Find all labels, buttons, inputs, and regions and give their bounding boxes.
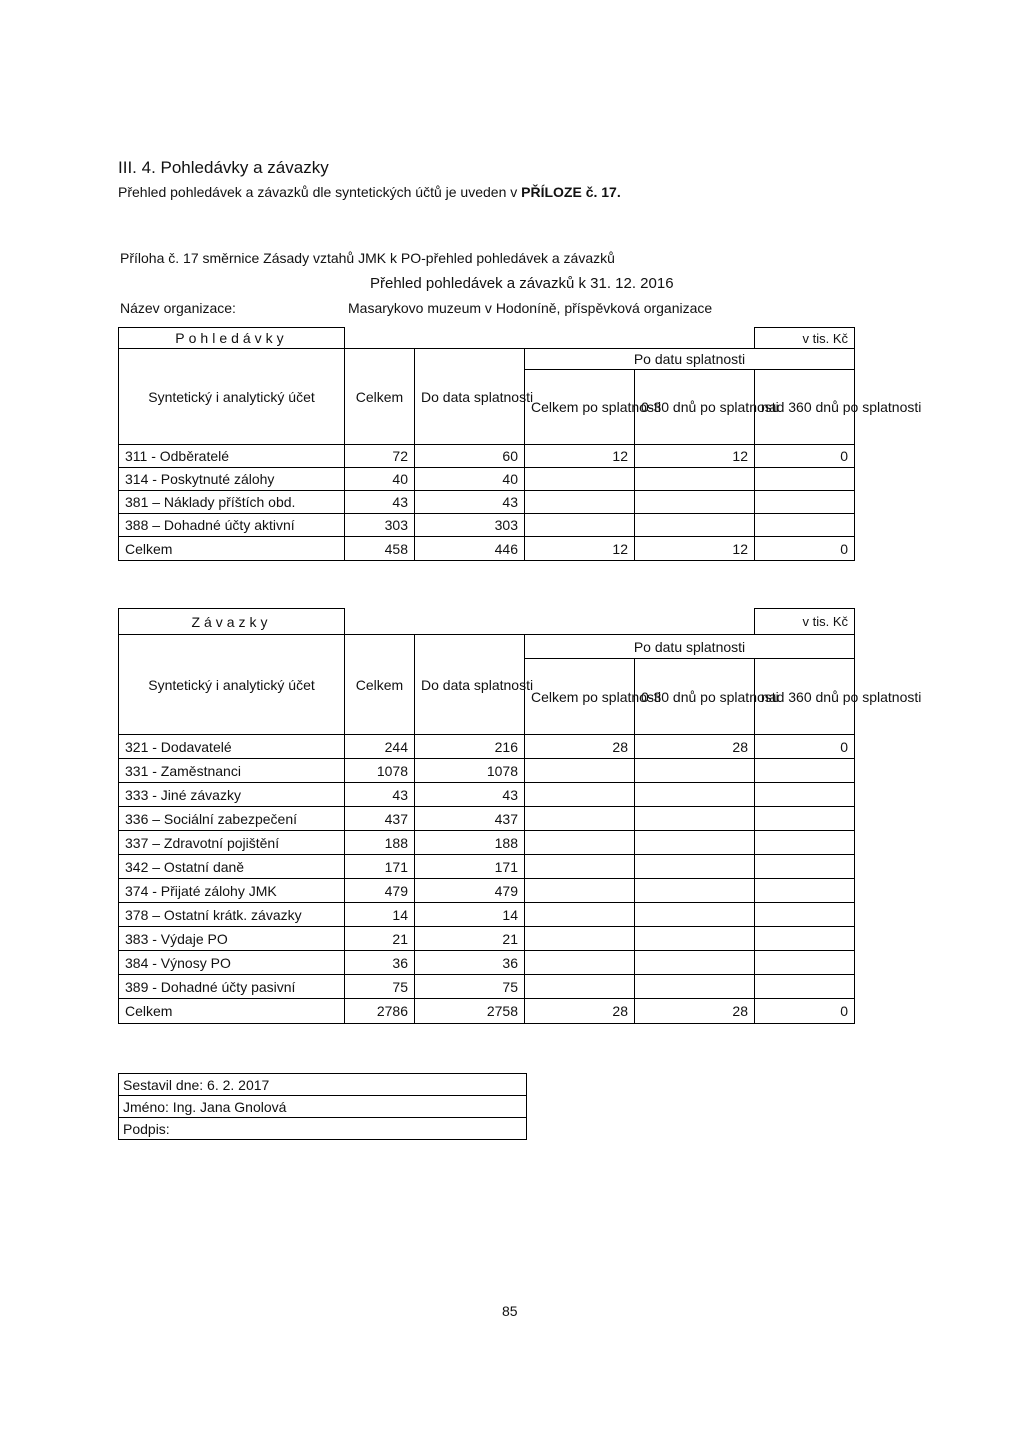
- liabilities-row-after-total: [525, 903, 635, 927]
- liabilities-row-account: 374 - Přijaté zálohy JMK: [119, 879, 345, 903]
- receivables-header-over-360: nad 360 dnů po splatnosti: [755, 370, 855, 445]
- liabilities-row-over-360: [755, 975, 855, 999]
- receivables-row-total: 72: [345, 445, 415, 468]
- liabilities-row-account: 333 - Jiné závazky: [119, 783, 345, 807]
- liabilities-row-0-30: [635, 831, 755, 855]
- liabilities-row-over-360: [755, 783, 855, 807]
- liabilities-header-0-30: 0-30 dnů po splatnosti: [635, 659, 755, 735]
- receivables-row-before: 43: [415, 491, 525, 514]
- receivables-header-group: Po datu splatnosti: [525, 349, 855, 370]
- liabilities-row-after-total: [525, 879, 635, 903]
- liabilities-row-after-total: [525, 783, 635, 807]
- liabilities-row-after-total: 28: [525, 735, 635, 759]
- liabilities-row-before: 188: [415, 831, 525, 855]
- receivables-row-after-total: [525, 491, 635, 514]
- liabilities-row-0-30: [635, 879, 755, 903]
- receivables-header-after-total: Celkem po splatnosti: [525, 370, 635, 445]
- receivables-row-before: 40: [415, 468, 525, 491]
- liabilities-row-account: 336 – Sociální zabezpečení: [119, 807, 345, 831]
- receivables-row-after-total: [525, 514, 635, 537]
- liabilities-row-0-30: 28: [635, 735, 755, 759]
- receivables-row-after-total: [525, 468, 635, 491]
- receivables-title: Pohledávky: [119, 328, 345, 349]
- liabilities-row-before: 36: [415, 951, 525, 975]
- receivables-row-total: 43: [345, 491, 415, 514]
- liabilities-row-over-360: [755, 855, 855, 879]
- appendix-title: Přehled pohledávek a závazků k 31. 12. 2016: [370, 275, 674, 292]
- liabilities-row-account: 342 – Ostatní daně: [119, 855, 345, 879]
- liabilities-row-total: 188: [345, 831, 415, 855]
- receivables-header-total: Celkem: [345, 349, 415, 445]
- liabilities-row-after-total: [525, 759, 635, 783]
- intro-prefix: Přehled pohledávek a závazků dle syntetických účtů je uveden v: [118, 184, 518, 200]
- signature-block: [118, 1073, 527, 1140]
- liabilities-row-total: 43: [345, 783, 415, 807]
- prepared-by-name: Jméno: Ing. Jana Gnolová: [119, 1096, 337, 1118]
- liabilities-row-total: 21: [345, 927, 415, 951]
- liabilities-row-total: 171: [345, 855, 415, 879]
- liabilities-row-account: 337 – Zdravotní pojištění: [119, 831, 345, 855]
- liabilities-sum-total: 2786: [345, 999, 415, 1024]
- receivables-sum-before: 446: [415, 537, 525, 561]
- liabilities-row-0-30: [635, 783, 755, 807]
- receivables-sum-label: Celkem: [119, 537, 345, 561]
- receivables-sum-total: 458: [345, 537, 415, 561]
- receivables-row-0-30: [635, 514, 755, 537]
- appendix-line: Příloha č. 17 směrnice Zásady vztahů JMK k PO-přehled pohledávek a závazků: [120, 250, 615, 266]
- org-name: Masarykovo muzeum v Hodoníně, příspěvková organizace: [348, 300, 713, 316]
- liabilities-row-total: 244: [345, 735, 415, 759]
- signature-field: [337, 1118, 527, 1140]
- receivables-row-account: 388 – Dohadné účty aktivní: [119, 514, 345, 537]
- intro-text: [118, 184, 621, 200]
- liabilities-row-over-360: [755, 903, 855, 927]
- liabilities-row-before: 43: [415, 783, 525, 807]
- receivables-row-0-30: 12: [635, 445, 755, 468]
- liabilities-row-before: 75: [415, 975, 525, 999]
- receivables-row-total: 303: [345, 514, 415, 537]
- liabilities-sum-after-total: 28: [525, 999, 635, 1024]
- receivables-row-0-30: [635, 468, 755, 491]
- liabilities-title: Závazky: [119, 609, 345, 635]
- liabilities-row-after-total: [525, 855, 635, 879]
- liabilities-row-account: 331 - Zaměstnanci: [119, 759, 345, 783]
- liabilities-row-account: 389 - Dohadné účty pasivní: [119, 975, 345, 999]
- receivables-row-before: 303: [415, 514, 525, 537]
- liabilities-row-total: 75: [345, 975, 415, 999]
- liabilities-row-total: 14: [345, 903, 415, 927]
- liabilities-row-after-total: [525, 807, 635, 831]
- liabilities-row-0-30: [635, 951, 755, 975]
- liabilities-row-after-total: [525, 975, 635, 999]
- receivables-row-total: 40: [345, 468, 415, 491]
- receivables-row-account: 381 – Náklady příštích obd.: [119, 491, 345, 514]
- liabilities-row-account: 383 - Výdaje PO: [119, 927, 345, 951]
- liabilities-row-after-total: [525, 831, 635, 855]
- liabilities-row-0-30: [635, 927, 755, 951]
- liabilities-row-0-30: [635, 903, 755, 927]
- section-heading: III. 4. Pohledávky a závazky: [118, 158, 329, 177]
- receivables-row-0-30: [635, 491, 755, 514]
- liabilities-header-total: Celkem: [345, 635, 415, 735]
- liabilities-row-0-30: [635, 807, 755, 831]
- liabilities-sum-over-360: 0: [755, 999, 855, 1024]
- liabilities-row-over-360: [755, 927, 855, 951]
- liabilities-row-over-360: 0: [755, 735, 855, 759]
- liabilities-row-over-360: [755, 759, 855, 783]
- liabilities-row-total: 1078: [345, 759, 415, 783]
- liabilities-table: [118, 608, 922, 1024]
- liabilities-row-after-total: [525, 951, 635, 975]
- receivables-header-before-due: Do data splatnosti: [415, 349, 525, 445]
- receivables-sum-after-total: 12: [525, 537, 635, 561]
- receivables-row-before: 60: [415, 445, 525, 468]
- liabilities-row-total: 479: [345, 879, 415, 903]
- receivables-row-over-360: 0: [755, 445, 855, 468]
- receivables-row-after-total: 12: [525, 445, 635, 468]
- liabilities-header-account: Syntetický i analytický účet: [119, 635, 345, 735]
- receivables-sum-over-360: 0: [755, 537, 855, 561]
- liabilities-row-over-360: [755, 831, 855, 855]
- liabilities-sum-0-30: 28: [635, 999, 755, 1024]
- page-number: 85: [502, 1303, 518, 1319]
- liabilities-row-before: 1078: [415, 759, 525, 783]
- receivables-table: [118, 327, 922, 561]
- liabilities-row-over-360: [755, 807, 855, 831]
- liabilities-row-account: 378 – Ostatní krátk. závazky: [119, 903, 345, 927]
- receivables-row-account: 314 - Poskytnuté zálohy: [119, 468, 345, 491]
- liabilities-row-over-360: [755, 951, 855, 975]
- liabilities-unit: v tis. Kč: [755, 609, 855, 635]
- receivables-header-account: Syntetický i analytický účet: [119, 349, 345, 445]
- liabilities-row-before: 171: [415, 855, 525, 879]
- receivables-sum-0-30: 12: [635, 537, 755, 561]
- liabilities-header-over-360: nad 360 dnů po splatnosti: [755, 659, 855, 735]
- liabilities-row-before: 14: [415, 903, 525, 927]
- liabilities-row-0-30: [635, 855, 755, 879]
- liabilities-row-before: 437: [415, 807, 525, 831]
- liabilities-row-account: 321 - Dodavatelé: [119, 735, 345, 759]
- liabilities-header-after-total: Celkem po splatnosti: [525, 659, 635, 735]
- liabilities-row-total: 36: [345, 951, 415, 975]
- liabilities-row-account: 384 - Výnosy PO: [119, 951, 345, 975]
- signature-label: Podpis:: [119, 1118, 337, 1140]
- liabilities-sum-before: 2758: [415, 999, 525, 1024]
- liabilities-row-over-360: [755, 879, 855, 903]
- liabilities-header-group: Po datu splatnosti: [525, 635, 855, 659]
- liabilities-sum-label: Celkem: [119, 999, 345, 1024]
- liabilities-row-after-total: [525, 927, 635, 951]
- receivables-row-over-360: [755, 491, 855, 514]
- receivables-row-over-360: [755, 468, 855, 491]
- liabilities-header-before-due: Do data splatnosti: [415, 635, 525, 735]
- liabilities-row-before: 479: [415, 879, 525, 903]
- receivables-row-over-360: [755, 514, 855, 537]
- prepared-date: Sestavil dne: 6. 2. 2017: [119, 1074, 337, 1096]
- liabilities-row-before: 21: [415, 927, 525, 951]
- receivables-unit: v tis. Kč: [755, 328, 855, 349]
- liabilities-row-total: 437: [345, 807, 415, 831]
- org-label: Název organizace:: [120, 300, 236, 316]
- intro-reference: PŘÍLOZE č. 17.: [521, 184, 621, 200]
- liabilities-row-before: 216: [415, 735, 525, 759]
- receivables-header-0-30: 0-30 dnů po splatnosti: [635, 370, 755, 445]
- receivables-row-account: 311 - Odběratelé: [119, 445, 345, 468]
- liabilities-row-0-30: [635, 975, 755, 999]
- liabilities-row-0-30: [635, 759, 755, 783]
